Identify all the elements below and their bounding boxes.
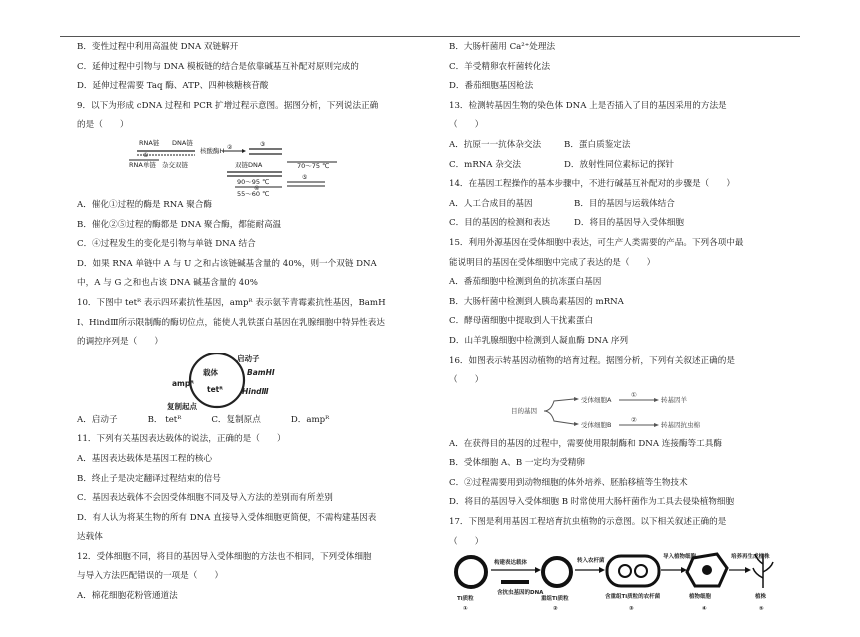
q12-option-b: B．大肠杆菌用 Ca²⁺处理法: [449, 42, 556, 52]
q10-option-a: A．启动子: [77, 414, 118, 425]
label-nuclease: 核酸酶H: [200, 146, 225, 155]
q14-option-c: C．目的基因的检测和表达: [449, 218, 551, 229]
label-cell-a: 受体细胞A: [581, 395, 612, 404]
q13-option-d: D．放射性同位素标记的探针: [564, 159, 675, 170]
q15-stem-cont: 能说明目的基因在受体细胞中完成了表达的是（ ）: [449, 257, 656, 268]
q9-option-c: C．④过程发生的变化是引物与单链 DNA 结合: [77, 239, 256, 250]
q9-option-b: B．催化②⑤过程的酶都是 DNA 聚合酶，都能耐高温: [77, 219, 282, 230]
step-2: ②: [631, 415, 637, 424]
label-rna-chain: RNA链: [139, 138, 160, 147]
q13-stem: 13．检测转基因生物的染色体 DNA 上是否插入了目的基因采用的方法是: [449, 100, 727, 111]
q16-option-a: A．在获得目的基因的过程中，需要使用限制酶和 DNA 连接酶等工具酶: [449, 438, 722, 449]
q9-option-d-cont: 中，A 与 G 之和也占该 DNA 碱基含量的 40%: [77, 278, 258, 289]
q9-option-a: A．催化①过程的酶是 RNA 聚合酶: [77, 199, 212, 210]
label-temp2: 55～60 ℃: [237, 189, 270, 196]
q11-stem: 11．下列有关基因表达载体的说法，正确的是（ ）: [77, 434, 286, 445]
q13-option-a: A．抗原一一抗体杂交法: [449, 139, 542, 150]
q16-stem: 16．如图表示转基因动植物的培育过程。据图分析，下列有关叙述正确的是: [449, 355, 735, 366]
plasmid-vector-diagram: [77, 353, 402, 411]
q15-option-d: D．山羊乳腺细胞中检测到人凝血酶 DNA 序列: [449, 335, 629, 346]
q10-options: [77, 411, 402, 431]
q8-option-b: B．变性过程中利用高温使 DNA 双链解开: [77, 42, 239, 52]
q11-option-c: C．基因表达载体不会因受体细胞不同及导入方法的差别而有所差别: [77, 493, 333, 504]
label-gene: 含抗虫基因的DNA: [497, 590, 544, 597]
q16-stem-cont: （ ）: [449, 375, 484, 386]
q10-option-c: C．复制原点: [211, 414, 261, 425]
label-target-gene: 目的基因: [511, 406, 537, 415]
cdna-pcr-diagram: [77, 136, 402, 196]
label-hind: HindⅢ: [242, 386, 269, 396]
q10-stem-cont2: 的调控序列是（ ）: [77, 337, 163, 348]
q9-figure: [77, 136, 402, 196]
q14-option-a: A．人工合成目的基因: [449, 198, 533, 209]
label-bamh: BamHⅠ: [247, 367, 275, 377]
label-import: 导入植物细胞: [663, 554, 697, 561]
q15-stem: 15．利用外源基因在受体细胞中表达，可生产人类需要的产品。下列各项中最: [449, 237, 744, 248]
transgenic-plant-diagram: [449, 548, 779, 628]
label-cell-b: 受体细胞B: [581, 420, 612, 429]
label-plant-cell: 植物细胞: [689, 594, 712, 601]
q13-option-b: B．蛋白质鉴定法: [564, 139, 631, 150]
q8-option-d: D．延伸过程需要 Taq 酶、ATP、四种核糖核苷酸: [77, 81, 269, 92]
transgenic-flow-diagram: [449, 391, 779, 435]
step-1: ①: [143, 151, 149, 159]
header-rule: [60, 36, 800, 37]
q11-option-d-cont: 达载体: [77, 532, 103, 543]
label-promoter: 启动子: [237, 353, 260, 363]
step-2: ②: [553, 606, 558, 613]
q11-option-d: D．有人认为将某生物的所有 DNA 直接导入受体细胞更简便，不需构建基因表: [77, 512, 377, 523]
label-temp1: 90～95 ℃: [237, 177, 270, 186]
q13-option-c: C．mRNA 杂交法: [449, 159, 522, 170]
label-recomb: 重组Ti质粒: [541, 596, 569, 603]
q13-options-row2: [449, 156, 779, 176]
q17-stem: 17．下图是利用基因工程培育抗虫植物的示意图。以下相关叙述正确的是: [449, 517, 727, 528]
q15-option-a: A．番茄细胞中检测到鱼的抗冻蛋白基因: [449, 277, 602, 288]
label-into-agro: 转入农杆菌: [577, 558, 605, 565]
label-dna-chain: DNA链: [172, 138, 193, 147]
q9-stem-cont: 的是（ ）: [77, 120, 129, 131]
q14-option-b: B．目的基因与运载体结合: [574, 198, 675, 209]
q16-figure: [449, 391, 779, 435]
q10-stem-cont1: Ⅰ、HindⅢ所示限制酶的酶切位点，能使人乳铁蛋白基因在乳腺细胞中特异性表达: [77, 317, 385, 328]
q12-stem-cont: 与导入方法匹配错误的一项是（ ）: [77, 571, 224, 582]
q17-stem-cont: （ ）: [449, 536, 484, 547]
label-hybrid: 杂交双链: [162, 160, 188, 169]
right-column: [449, 38, 779, 626]
step-4: ④: [254, 184, 260, 192]
q12-stem: 12．受体细胞不同，将目的基因导入受体细胞的方法也不相同，下列受体细胞: [77, 551, 372, 562]
step-1: ①: [463, 606, 468, 613]
q14-option-d: D．将目的基因导入受体细胞: [574, 218, 685, 229]
label-agro: 含重组Ti质粒的农杆菌: [605, 594, 661, 601]
q14-stem: 14．在基因工程操作的基本步骤中，不进行碱基互补配对的步骤是（ ）: [449, 179, 735, 190]
q9-option-d: D．如果 RNA 单链中 A 与 U 之和占该链碱基含量的 40%，则一个双链 DNA: [77, 258, 377, 269]
q8-option-c: C．延伸过程中引物与 DNA 模板链的结合是依靠碱基互补配对原则完成的: [77, 61, 359, 72]
q11-option-b: B．终止子是决定翻译过程结束的信号: [77, 473, 221, 484]
label-double-dna: 双链DNA: [235, 160, 263, 169]
q10-figure: [77, 353, 402, 411]
label-sheep: 转基因羊: [661, 395, 687, 404]
q12-option-a: A．棉花细胞花粉管通道法: [77, 591, 178, 602]
q16-option-c: C．②过程需要用到动物细胞的体外培养、胚胎移植等生物技术: [449, 477, 688, 488]
q12-option-d: D．番茄细胞基因枪法: [449, 81, 534, 92]
q15-option-c: C．酵母菌细胞中提取到人干扰素蛋白: [449, 316, 594, 327]
label-construct: 构建表达载体: [494, 560, 528, 567]
label-tet: tetᴿ: [207, 384, 223, 394]
q9-stem: 9．以下为形成 cDNA 过程和 PCR 扩增过程示意图。据图分析，下列说法正确: [77, 100, 379, 111]
q14-options-row2: [449, 214, 779, 234]
q16-option-d: D．将目的基因导入受体细胞 B 时常使用大肠杆菌作为工具去侵染植物细胞: [449, 497, 735, 508]
step-5: ⑤: [302, 173, 308, 181]
q12-option-c: C．羊受精卵农杆菌转化法: [449, 61, 551, 72]
q10-option-d: D．ampᴿ: [290, 414, 330, 425]
step-2: ②: [227, 143, 233, 151]
step-1: ①: [631, 390, 637, 399]
q13-stem-cont: （ ）: [449, 120, 484, 131]
label-cotton: 转基因抗虫棉: [661, 420, 700, 429]
left-column: [77, 38, 402, 607]
q14-options-row1: [449, 195, 779, 215]
q10-option-b: B． tetᴿ: [147, 414, 182, 425]
label-rna-single: RNA单链: [129, 160, 156, 169]
label-plant: 植株: [755, 594, 767, 601]
q10-stem: 10．下图中 tetᴿ 表示四环素抗性基因，ampᴿ 表示氨苄青霉素抗性基因，BamH: [77, 297, 386, 308]
q13-options-row1: [449, 136, 779, 156]
q17-figure: [449, 548, 779, 626]
label-amp: ampᴿ: [172, 378, 194, 388]
q15-option-b: B．大肠杆菌中检测到人胰岛素基因的 mRNA: [449, 296, 624, 307]
label-temp3: 70～75 ℃: [297, 161, 330, 170]
label-ti: Ti质粒: [457, 596, 474, 603]
q11-option-a: A．基因表达载体是基因工程的核心: [77, 453, 213, 464]
step-3: ③: [260, 140, 266, 148]
label-origin: 复制起点: [167, 401, 197, 411]
step-3: ③: [629, 606, 634, 613]
q16-option-b: B．受体细胞 A、B 一定均为受精卵: [449, 458, 586, 469]
label-culture: 培养再生成植株: [731, 554, 770, 561]
step-4: ④: [702, 606, 707, 613]
step-5: ⑤: [759, 606, 764, 613]
label-vector: 载体: [203, 367, 218, 377]
